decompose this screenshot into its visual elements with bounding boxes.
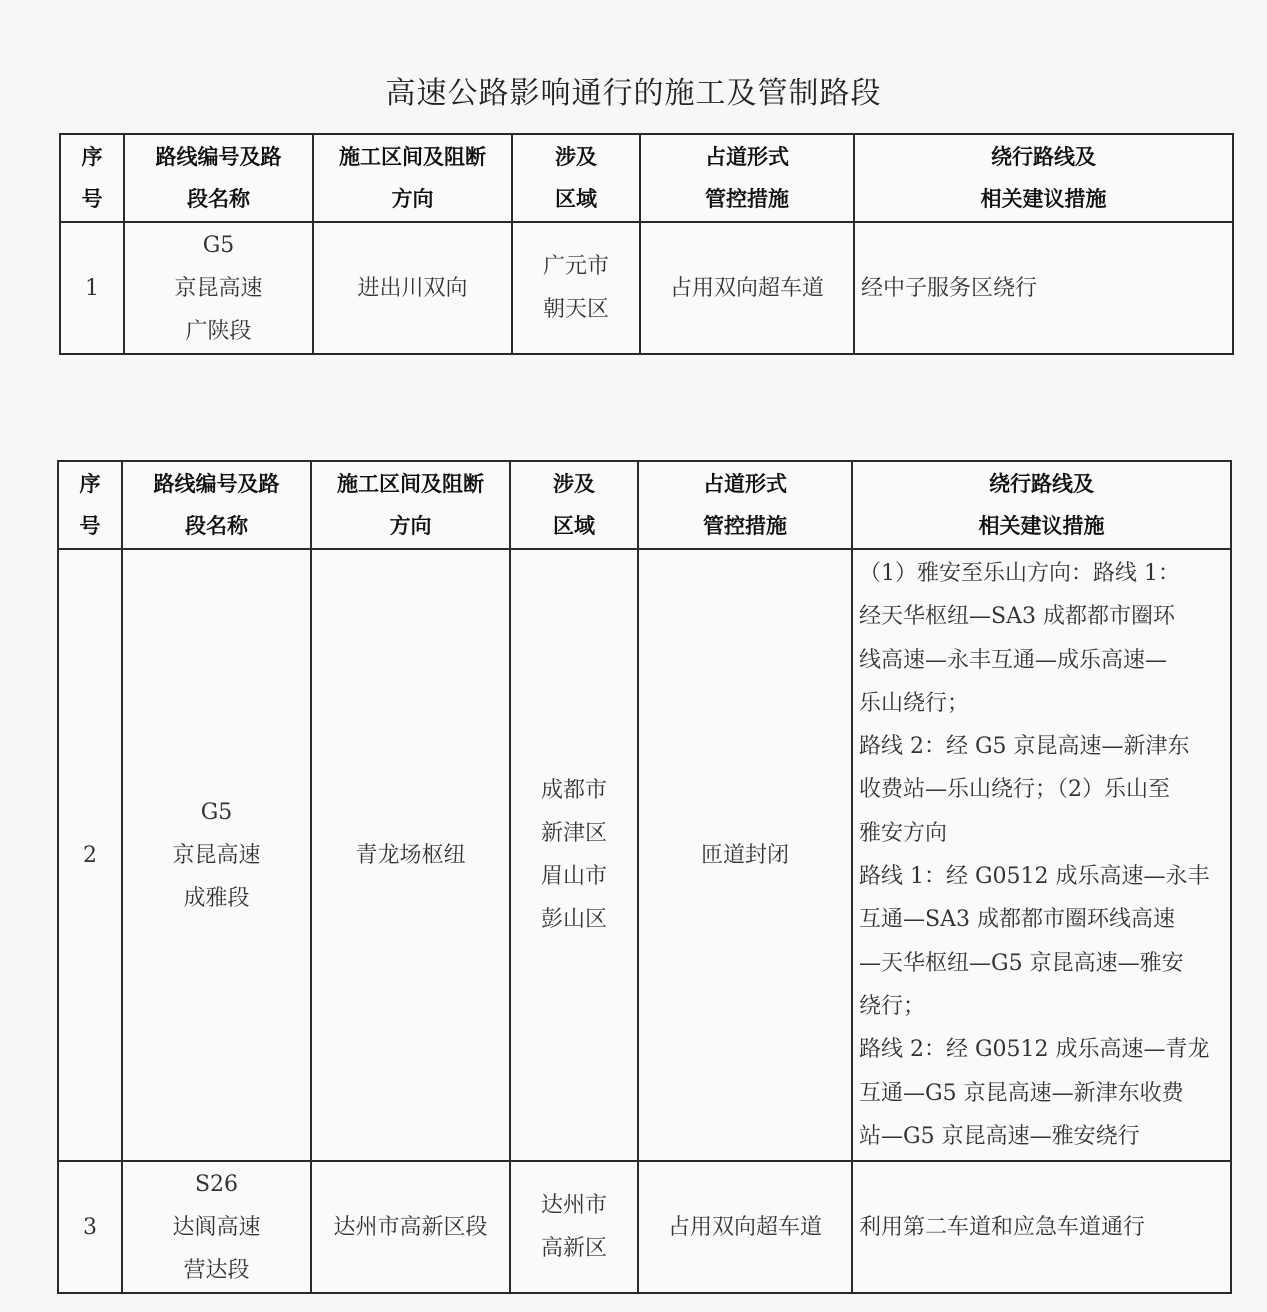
row-route: S26 达阆高速 营达段 <box>122 1161 311 1293</box>
row-region: 广元市 朝天区 <box>512 222 640 354</box>
row-route: G5 京昆高速 广陕段 <box>124 222 313 354</box>
route-table-1 <box>59 133 1234 355</box>
table-header-row <box>60 134 1233 222</box>
row-detour: 利用第二车道和应急车道通行 <box>852 1161 1231 1293</box>
header-region: 涉及 区域 <box>510 461 638 549</box>
row-control: 占用双向超车道 <box>640 222 854 354</box>
table-row <box>60 222 1233 354</box>
header-section: 施工区间及阻断 方向 <box>313 134 512 222</box>
row-index: 1 <box>60 222 124 354</box>
header-region: 涉及 区域 <box>512 134 640 222</box>
header-section: 施工区间及阻断 方向 <box>311 461 510 549</box>
row-index: 2 <box>58 549 122 1161</box>
page-title: 高速公路影响通行的施工及管制路段 <box>385 76 882 111</box>
header-control: 占道形式 管控措施 <box>640 134 854 222</box>
row-region: 成都市 新津区 眉山市 彭山区 <box>510 549 638 1161</box>
header-detour: 绕行路线及 相关建议措施 <box>852 461 1231 549</box>
row-section: 达州市高新区段 <box>311 1161 510 1293</box>
header-control: 占道形式 管控措施 <box>638 461 852 549</box>
header-route: 路线编号及路 段名称 <box>124 134 313 222</box>
header-index: 序 号 <box>60 134 124 222</box>
header-index: 序 号 <box>58 461 122 549</box>
header-detour: 绕行路线及 相关建议措施 <box>854 134 1233 222</box>
table-row <box>58 1161 1231 1293</box>
row-control: 匝道封闭 <box>638 549 852 1161</box>
row-detour: （1）雅安至乐山方向：路线 1： 经天华枢纽—SA3 成都都市圈环 线高速—永丰互通—成乐高速— 乐山绕行； 路线 2：经 G5 京昆高速—新津东 收费站—乐山绕行；（2）乐山至 雅安方向 路线 1：经 G0512 成乐高速—永丰 互通—SA3 成都都市圈环线高速 —天华枢纽—G5 京昆高速—雅安 绕行； 路线 2：经 G0512 成乐高速—青龙 互通—G5 京昆高速—新津东收费 站—G5 京昆高速—雅安绕行 <box>852 549 1231 1161</box>
row-section: 进出川双向 <box>313 222 512 354</box>
row-control: 占用双向超车道 <box>638 1161 852 1293</box>
header-route: 路线编号及路 段名称 <box>122 461 311 549</box>
row-route: G5 京昆高速 成雅段 <box>122 549 311 1161</box>
row-region: 达州市 高新区 <box>510 1161 638 1293</box>
row-index: 3 <box>58 1161 122 1293</box>
row-section: 青龙场枢纽 <box>311 549 510 1161</box>
table-row <box>58 549 1231 1161</box>
route-table-2 <box>57 460 1232 1294</box>
row-detour: 经中子服务区绕行 <box>854 222 1233 354</box>
table-header-row <box>58 461 1231 549</box>
